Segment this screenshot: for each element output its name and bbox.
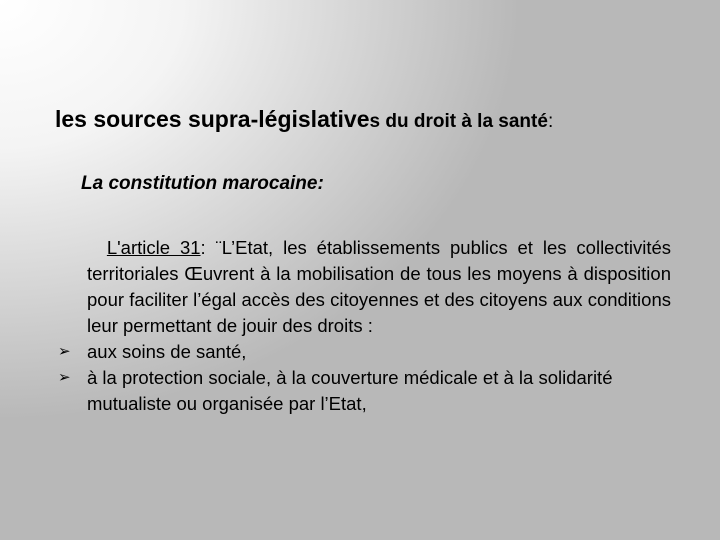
slide-title — [55, 105, 695, 136]
article-text: : ¨L’Etat, les établissements publics et les collectivités territoriales Œuvrent à la mobilisation de tous les moyens à disposition pour faciliter l’égal accès des citoyennes et des citoyens aux conditions leur permettant de jouir des droits : — [87, 237, 672, 336]
list-item-text: aux soins de santé, — [87, 341, 247, 362]
article-paragraph — [87, 235, 671, 339]
slide-body — [58, 235, 672, 417]
list-item-text: à la protection sociale, à la couverture médicale et à la solidarité mutualiste ou organisée par l’Etat, — [87, 367, 613, 414]
rights-list — [58, 339, 671, 417]
arrow-bullet-icon: ➢ — [58, 369, 71, 386]
title-colon: : — [547, 111, 554, 132]
title-rest: s du droit à la santé — [369, 111, 548, 132]
list-item — [58, 339, 671, 365]
slide-subtitle: La constitution marocaine: — [81, 173, 324, 194]
article-reference: L'article 31 — [106, 237, 201, 258]
title-main: les sources supra-législative — [55, 106, 370, 132]
list-item — [58, 365, 671, 417]
arrow-bullet-icon: ➢ — [58, 343, 71, 360]
